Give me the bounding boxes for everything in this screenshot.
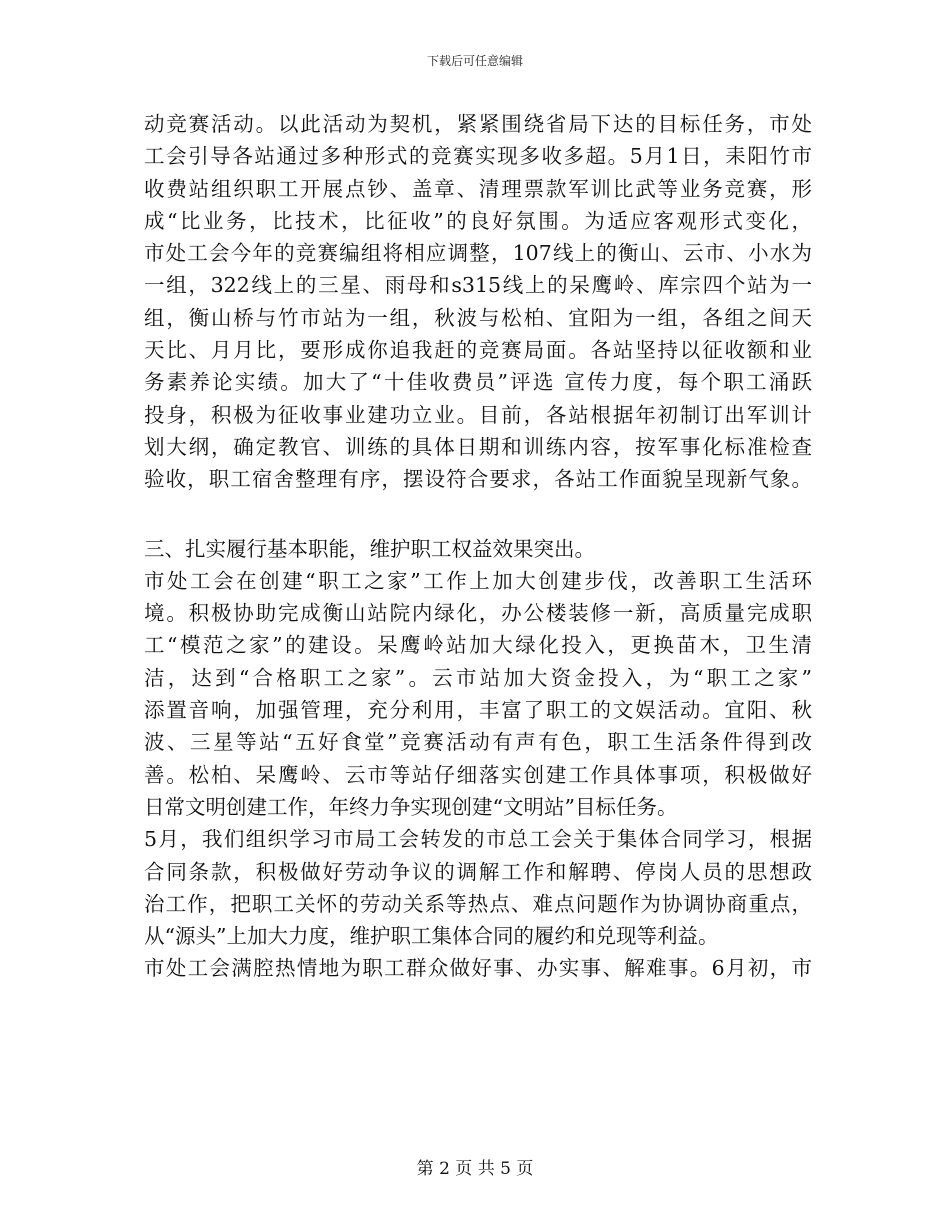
text-line: 动竞赛活动。以此活动为契机，紧紧围绕省局下达的目标任务，市处	[144, 112, 812, 136]
text-line: 工“模范之家”的建设。呆鹰岭站加大绿化投入，更换苗木，卫生清	[144, 633, 812, 658]
paragraph	[144, 108, 812, 496]
text-line: 市处工会在创建“职工之家”工作上加大创建步伐，改善职工生活环	[144, 568, 812, 593]
text-line: 市处工会今年的竞赛编组将相应调整，107线上的衡山、云市、小水为	[144, 241, 812, 266]
text-line: 一组，322线上的三星、雨母和s315线上的呆鹰岭、库宗四个站为一	[144, 273, 812, 298]
text-line: 日常文明创建工作，年终力争实现创建“文明站”目标任务。	[144, 794, 678, 819]
text-line: 验收，职工宿舍整理有序，摆设符合要求，各站工作面貌呈现新气象。	[144, 467, 812, 492]
text-line: 成“比业务，比技术，比征收”的良好氛围。为适应客观形式变化，	[144, 208, 812, 233]
text-line: 善。松柏、呆鹰岭、云市等站仔细落实创建工作具体事项，积极做好	[144, 762, 812, 787]
text-line: 境。积极协助完成衡山站院内绿化，办公楼装修一新，高质量完成职	[144, 601, 812, 626]
page-header: 下载后可任意编辑	[426, 54, 523, 68]
text-line: 务素养论实绩。加大了“十佳收费员”评选 宣传力度，每个职工涌跃	[144, 370, 812, 395]
text-line: 收费站组织职工开展点钞、盖章、清理票款军训比武等业务竞赛，形	[144, 176, 812, 201]
text-line: 5月，我们组织学习市局工会转发的市总工会关于集体合同学习，根据	[144, 827, 812, 852]
text-line: 组，衡山桥与竹市站为一组，秋波与松柏、宜阳为一组，各组之间天	[144, 305, 812, 330]
text-line: 工会引导各站通过多种形式的竞赛实现多收多超。5月1日，耒阳竹市	[144, 144, 812, 169]
text-line: 投身，积极为征收事业建功立业。目前，各站根据年初制订出军训计	[144, 402, 812, 427]
text-line: 波、三星等站“五好食堂”竞赛活动有声有色，职工生活条件得到改	[144, 730, 812, 755]
section-heading: 三、扎实履行基本职能，维护职工权益效果突出。	[144, 536, 595, 561]
document-body	[144, 108, 812, 985]
text-line: 添置音响，加强管理，充分利用，丰富了职工的文娱活动。宜阳、秋	[144, 698, 812, 723]
page-footer: 第 2 页 共 5 页	[416, 1159, 534, 1179]
text-line: 天比、月月比，要形成你追我赶的竞赛局面。各站坚持以征收额和业	[144, 338, 812, 363]
text-line: 合同条款，积极做好劳动争议的调解工作和解聘、停岗人员的思想政	[144, 859, 812, 884]
text-line: 洁，达到“合格职工之家”。云市站加大资金投入，为“职工之家”	[144, 665, 812, 690]
text-line: 治工作，把职工关怀的劳动关系等热点、难点问题作为协调协商重点，	[144, 891, 812, 916]
text-line: 划大纲，确定教官、训练的具体日期和训练内容，按军事化标准检查	[144, 434, 812, 459]
text-line: 市处工会满腔热情地为职工群众做好事、办实事、解难事。6月初，市	[144, 956, 812, 981]
paragraph	[144, 533, 812, 985]
text-line: 从“源头”上加大力度，维护职工集体合同的履约和兑现等利益。	[144, 924, 719, 949]
